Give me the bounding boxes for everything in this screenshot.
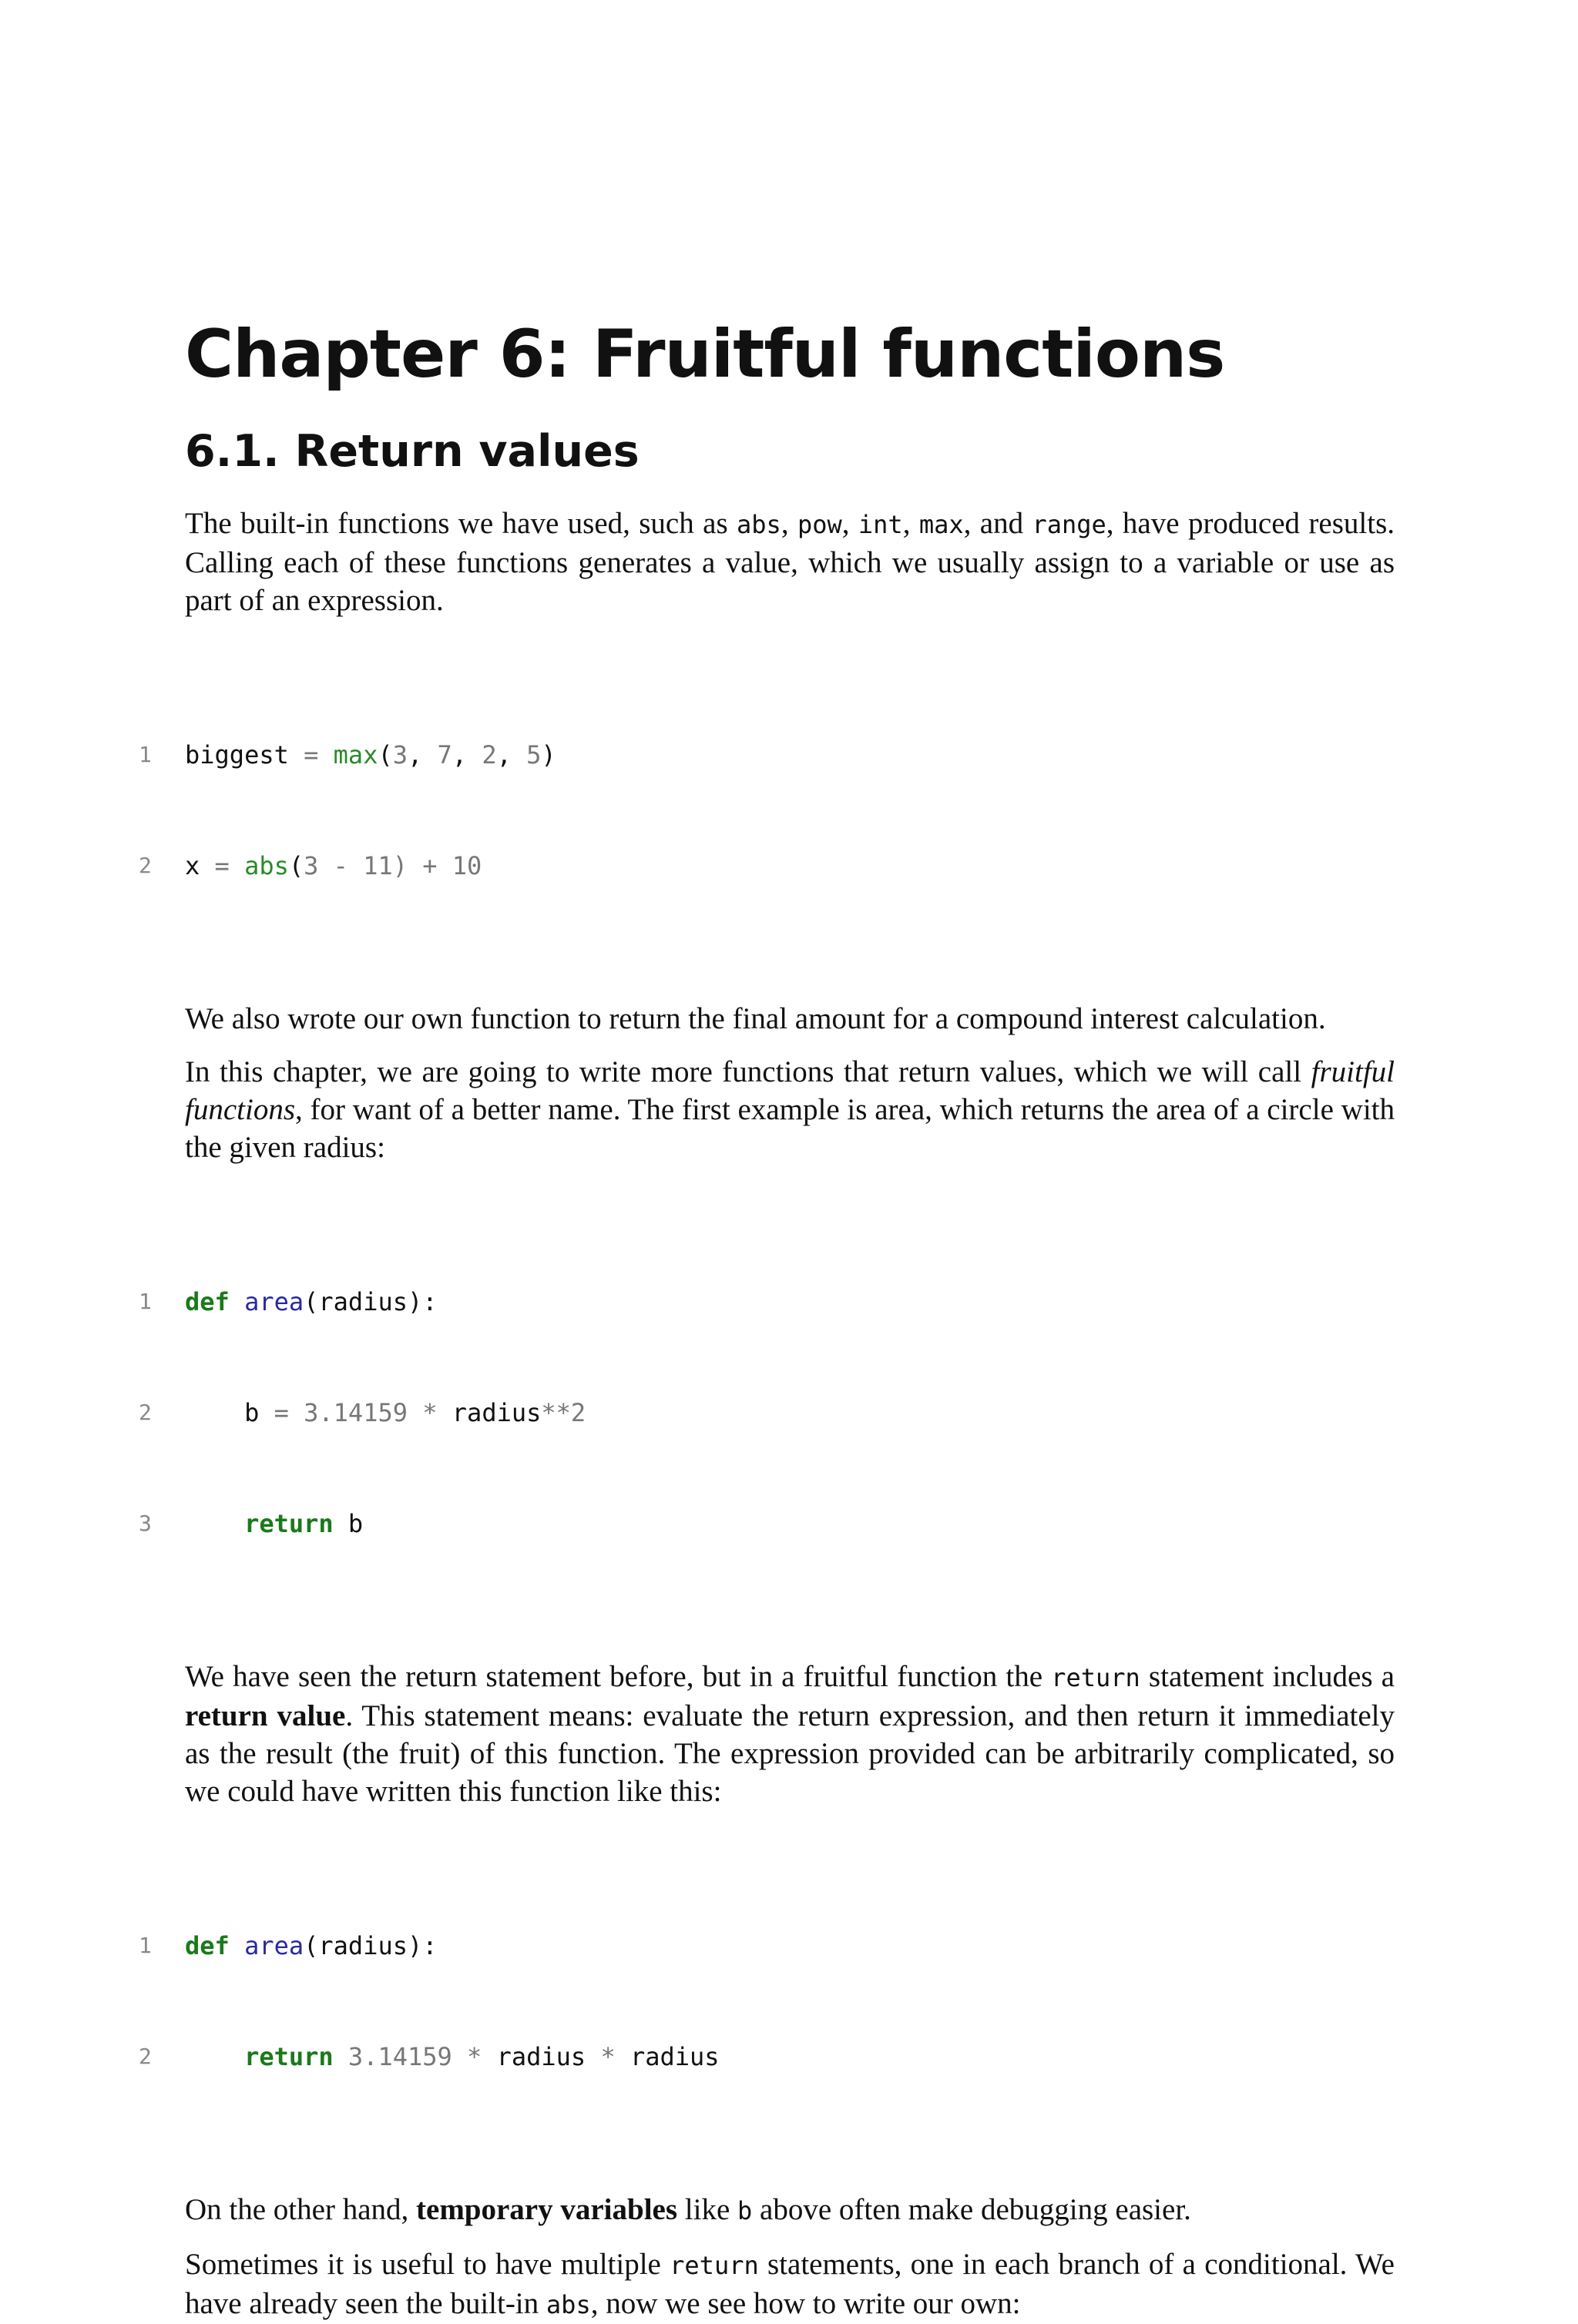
code-line: 1 def area(radius):	[185, 1927, 1395, 1964]
line-number: 2	[139, 2044, 152, 2069]
code-block-area-v2	[139, 1853, 1395, 2149]
paragraph-fruitful-intro: In this chapter, we are going to write more functions that return values, which we will call fruitful functions, for want of a better name. The first example is area, which returns the area of a circle with the given radius:	[185, 1055, 1395, 1164]
code-line: 3 return b	[185, 1505, 1395, 1542]
paragraph-compound-interest: We also wrote our own function to return the final amount for a compound interest calculation.	[185, 1002, 1326, 1035]
section-title: 6.1. Return values	[185, 426, 640, 477]
code-line: 1 biggest = max(3, 7, 2, 5)	[185, 736, 1395, 773]
inline-code-abs: abs	[737, 510, 781, 539]
paragraph-multiple-returns: Sometimes it is useful to have multiple return statements, one in each branch of a conditional. We have already seen the built-in abs, now we see how to write our own:	[185, 2248, 1395, 2320]
code-line: 2 b = 3.14159 * radius**2	[185, 1394, 1395, 1431]
bold-return-value: return value	[185, 1699, 346, 1732]
code-block-builtins	[139, 662, 1395, 958]
page-content	[139, 312, 1395, 2324]
inline-code-b: b	[737, 2196, 753, 2225]
paragraph-return-value: We have seen the return statement before, but in a fruitful function the return statement includes a return value. This statement means: evaluate the return expression, and then return it immediately as the result (the fruit) of this function. The expression provided can be arbitrarily complicated, so we could have written this function like this:	[185, 1660, 1395, 1808]
line-number: 2	[139, 1400, 152, 1425]
inline-code-int: int	[858, 510, 903, 539]
inline-code-return: return	[1051, 1663, 1140, 1692]
code-line: 1 def area(radius):	[185, 1283, 1395, 1320]
paragraph-temporary-variables: On the other hand, temporary variables like b above often make debugging easier.	[185, 2193, 1191, 2226]
inline-code-max: max	[918, 510, 964, 539]
code-block-area-v1	[139, 1209, 1395, 1616]
line-number: 1	[139, 1933, 152, 1958]
emphasis-fruitful-functions: fruitful functions	[185, 1055, 1395, 1126]
paragraph-return-intro: The built-in functions we have used, such as abs, pow, int, max, and range, have produced results. Calling each of these functions generates a value, which we usually assign to a variable or use as part of an expression.	[185, 507, 1395, 617]
line-number: 1	[139, 742, 152, 767]
inline-code-return: return	[670, 2251, 759, 2280]
code-line: 2 x = abs(3 - 11) + 10	[185, 847, 1395, 884]
inline-code-pow: pow	[797, 510, 842, 539]
line-number: 2	[139, 853, 152, 878]
chapter-title: Chapter 6: Fruitful functions	[185, 316, 1225, 393]
inline-code-abs: abs	[546, 2290, 591, 2319]
inline-code-range: range	[1032, 510, 1106, 539]
bold-temporary-variables: temporary variables	[416, 2193, 678, 2226]
line-number: 1	[139, 1289, 152, 1314]
code-line: 2 return 3.14159 * radius * radius	[185, 2038, 1395, 2075]
line-number: 3	[139, 1511, 152, 1536]
